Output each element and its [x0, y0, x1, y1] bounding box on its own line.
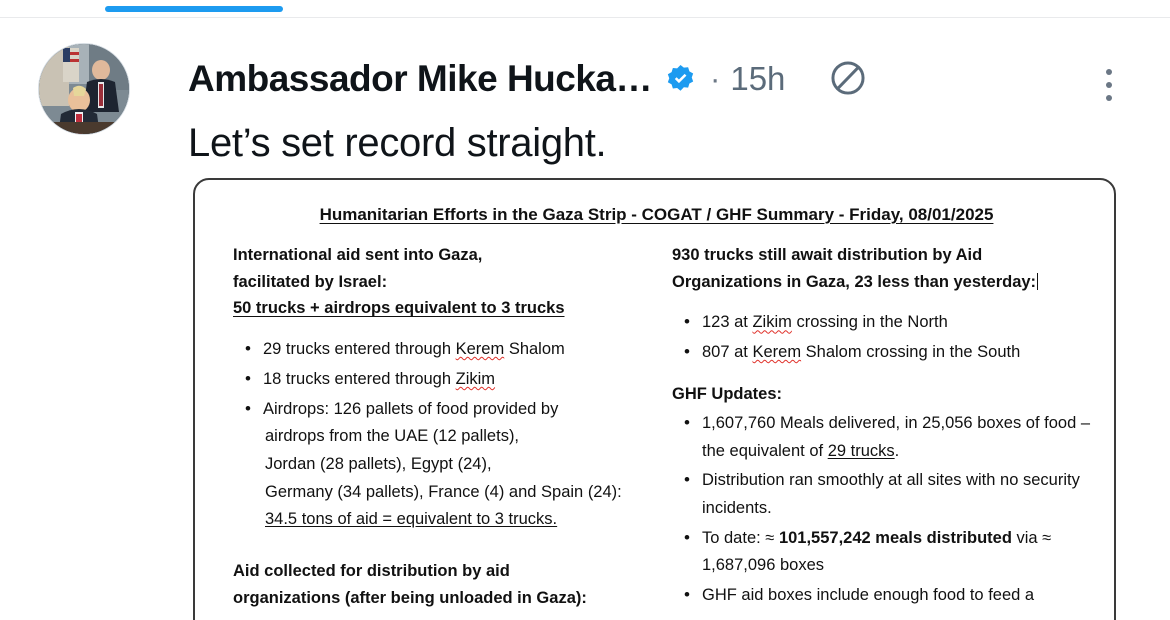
- list-item: • Distribution ran smoothly at all sites with no security incidents.: [702, 467, 1102, 522]
- list-item: • 807 at Kerem Shalom crossing in the South: [702, 339, 1102, 367]
- top-bar: [0, 0, 1170, 18]
- list-item: • 123 at Zikim crossing in the North: [702, 309, 1102, 337]
- left-heading-block: [233, 242, 634, 322]
- tweet-header-row: [188, 52, 869, 104]
- document-title: Humanitarian Efforts in the Gaza Strip - COGAT / GHF Summary - Friday, 08/01/2025: [319, 205, 994, 224]
- right-heading-block: [672, 242, 1102, 295]
- right-heading-line-2: [672, 269, 1102, 296]
- spellcheck-word: Kerem: [455, 340, 505, 359]
- document-left-column: [195, 242, 650, 620]
- display-name[interactable]: Ambassador Mike Hucka…: [188, 57, 653, 99]
- airdrops-line-3: Germany (34 pallets), France (4) and Spain (24):: [265, 482, 622, 501]
- more-dot: [1106, 69, 1112, 75]
- tweet-text: Let’s set record straight.: [188, 121, 607, 165]
- tab-progress-indicator: [105, 6, 283, 12]
- document-columns: [195, 242, 1116, 620]
- header-separator: ·: [710, 60, 721, 96]
- more-options-icon[interactable]: [1096, 66, 1122, 104]
- left-footer-line-2: organizations (after being unloaded in Gaza):: [233, 588, 587, 607]
- left-footer-block: [233, 558, 634, 611]
- ghf-updates-subhead: GHF Updates:: [672, 384, 783, 403]
- left-heading-line-2: facilitated by Israel:: [233, 272, 388, 291]
- airdrops-line-1: airdrops from the UAE (12 pallets),: [265, 427, 520, 446]
- document-right-column: [650, 242, 1116, 620]
- right-heading-line-2-text: Organizations in Gaza, 23 less than yesterday:: [672, 272, 1037, 291]
- more-dot: [1106, 95, 1112, 101]
- airdrops-line-4: 34.5 tons of aid = equivalent to 3 trucks.: [265, 510, 558, 529]
- left-heading-line-1: International aid sent into Gaza,: [233, 246, 483, 264]
- spellcheck-word: Zikim: [455, 369, 496, 388]
- text-cursor: [1037, 273, 1038, 290]
- ghf-bullet-list: [672, 410, 1102, 610]
- list-item: • 18 trucks entered through Zikim: [263, 366, 634, 394]
- left-bullet-list: [233, 336, 634, 534]
- right-heading-line-1: 930 trucks still await distribution by Aid: [672, 246, 983, 264]
- list-item: [263, 396, 634, 535]
- timestamp[interactable]: 15h: [730, 59, 786, 97]
- left-heading-underlined: 50 trucks + airdrops equivalent to 3 trucks: [233, 299, 565, 318]
- equivalent-trucks: 29 trucks: [827, 441, 895, 460]
- avatar[interactable]: [38, 43, 130, 135]
- verified-badge-icon: [665, 63, 696, 94]
- airdrops-line-2: Jordan (28 pallets), Egypt (24),: [265, 455, 492, 474]
- list-item: • 29 trucks entered through Kerem Shalom: [263, 336, 634, 364]
- embedded-document-image[interactable]: [193, 178, 1116, 620]
- list-item: • 1,607,760 Meals delivered, in 25,056 boxes of food – the equivalent of 29 trucks.: [702, 410, 1102, 465]
- right-bullet-list: [672, 309, 1102, 366]
- list-item: • To date: ≈ 101,557,242 meals distributed via ≈ 1,687,096 boxes: [702, 525, 1102, 580]
- spellcheck-word: Zikim: [752, 313, 792, 332]
- list-item: • GHF aid boxes include enough food to feed a: [702, 582, 1102, 610]
- airdrops-line-0: Airdrops: 126 pallets of food provided by: [263, 399, 559, 418]
- left-footer-line-1: Aid collected for distribution by aid: [233, 562, 510, 581]
- more-dot: [1106, 82, 1112, 88]
- spellcheck-word: Kerem: [752, 343, 802, 362]
- meals-distributed-total: 101,557,242 meals distributed: [778, 528, 1012, 547]
- avatar-photo: [39, 44, 130, 135]
- no-ads-slash-circle-icon[interactable]: [827, 57, 869, 99]
